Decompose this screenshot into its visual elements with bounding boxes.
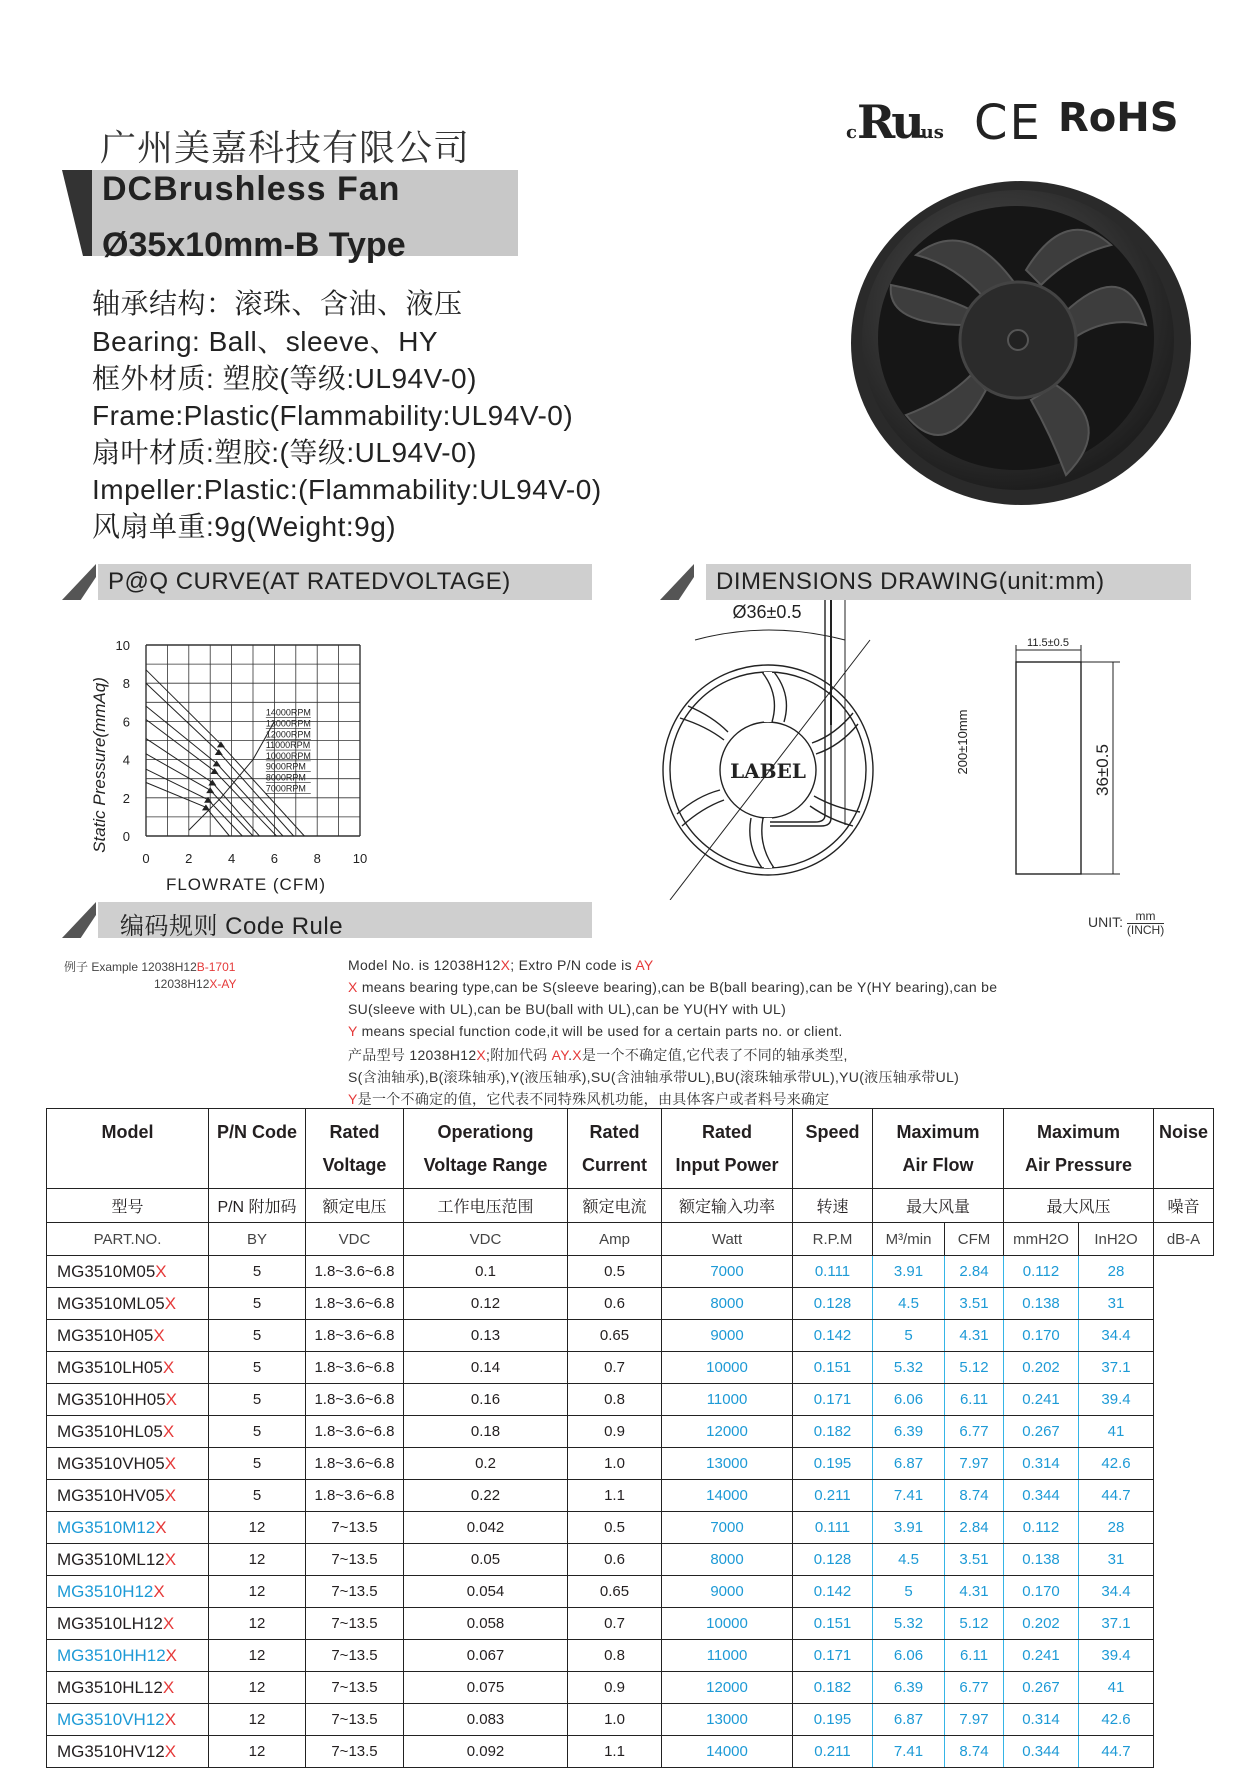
pressure-inh2o-cell: 0.314 [1004, 1448, 1079, 1480]
input-power-cell: 1.0 [568, 1448, 662, 1480]
operating-range-cell: 1.8~3.6~6.8 [306, 1256, 404, 1288]
airflow-m3min-cell: 0.142 [793, 1576, 873, 1608]
code-rule-1: Model No. is 12038H12X; Extro P/N code is AY [348, 957, 654, 973]
input-power-cell: 0.8 [568, 1640, 662, 1672]
y-tick-label: 0 [122, 829, 130, 844]
airflow-cfm-cell: 7.41 [873, 1480, 945, 1512]
pressure-mmh2o-cell: 3.51 [945, 1288, 1004, 1320]
cn-operating-range: 工作电压范围 [404, 1189, 568, 1223]
code-example-2: 12038H12X-AY [154, 977, 237, 991]
lead-length-dim: 200±10mm [955, 709, 970, 775]
header-rated-power: Rated Input Power [662, 1109, 793, 1189]
pressure-mmh2o-cell: 8.74 [945, 1736, 1004, 1768]
rated-current-cell: 0.067 [404, 1640, 568, 1672]
y-ticks [116, 638, 130, 844]
x-tick-label: 2 [185, 851, 193, 866]
noise-dba-cell: 28 [1079, 1512, 1154, 1544]
input-power-cell: 0.65 [568, 1320, 662, 1352]
pressure-mmh2o-cell: 6.11 [945, 1384, 1004, 1416]
noise-dba-cell: 28 [1079, 1256, 1154, 1288]
rated-voltage-cell: 5 [209, 1384, 306, 1416]
pressure-mmh2o-cell: 5.12 [945, 1352, 1004, 1384]
code-example-1: 例子 Example 12038H12B-1701 [64, 960, 236, 974]
rated-current-cell: 0.054 [404, 1576, 568, 1608]
header-operating-range: Operationg Voltage Range [404, 1109, 568, 1189]
airflow-cfm-cell: 6.06 [873, 1640, 945, 1672]
header-rated-voltage: Rated Voltage [306, 1109, 404, 1189]
pressure-mmh2o-cell: 6.77 [945, 1672, 1004, 1704]
airflow-m3min-cell: 0.128 [793, 1288, 873, 1320]
series-label: 14000RPM [265, 707, 311, 718]
unit-watt: Watt [662, 1223, 793, 1256]
cn-rated-voltage: 额定电压 [306, 1189, 404, 1223]
rohs-mark: RoHS [1058, 95, 1179, 141]
speed-rpm-cell: 11000 [662, 1384, 793, 1416]
table-row [47, 1256, 1214, 1288]
model-cell: MG3510VH12X [47, 1704, 209, 1736]
unit-amp: Amp [568, 1223, 662, 1256]
rated-current-cell: 0.1 [404, 1256, 568, 1288]
input-power-cell: 0.7 [568, 1608, 662, 1640]
table-row [47, 1512, 1214, 1544]
table-row [47, 1736, 1214, 1768]
rated-current-cell: 0.13 [404, 1320, 568, 1352]
code-rule-2: X means bearing type,can be S(sleeve bearing),can be B(ball bearing),can be Y(HY bearing),can be [348, 979, 998, 995]
rated-voltage-cell: 5 [209, 1288, 306, 1320]
table-row [47, 1672, 1214, 1704]
series-line [146, 719, 277, 836]
noise-dba-cell: 31 [1079, 1544, 1154, 1576]
operating-range-cell: 1.8~3.6~6.8 [306, 1448, 404, 1480]
code-section-wedge [62, 902, 96, 938]
certification-marks [846, 95, 1179, 155]
table-row [47, 1480, 1214, 1512]
thickness-dim: 11.5±0.5 [1027, 637, 1069, 649]
rated-voltage-cell: 12 [209, 1544, 306, 1576]
operating-range-cell: 7~13.5 [306, 1736, 404, 1768]
y-tick-label: 8 [122, 676, 130, 692]
series-label: 13000RPM [265, 718, 311, 729]
cn-rated-power: 额定输入功率 [662, 1189, 793, 1223]
unit-vdc-range: VDC [404, 1223, 568, 1256]
noise-dba-cell: 44.7 [1079, 1480, 1154, 1512]
speed-rpm-cell: 11000 [662, 1640, 793, 1672]
input-power-cell: 0.6 [568, 1544, 662, 1576]
model-cell: MG3510LH12X [47, 1608, 209, 1640]
noise-dba-cell: 44.7 [1079, 1736, 1154, 1768]
rated-voltage-cell: 5 [209, 1256, 306, 1288]
airflow-cfm-cell: 6.39 [873, 1416, 945, 1448]
unit-rpm: R.P.M [793, 1223, 873, 1256]
table-row [47, 1448, 1214, 1480]
code-rule-4: Y means special function code,it will be used for a certain parts no. or client. [348, 1023, 843, 1039]
input-power-cell: 0.5 [568, 1512, 662, 1544]
operating-point-marker [202, 804, 210, 810]
table-row [47, 1704, 1214, 1736]
rated-voltage-cell: 12 [209, 1512, 306, 1544]
noise-dba-cell: 42.6 [1079, 1448, 1154, 1480]
input-power-cell: 0.6 [568, 1288, 662, 1320]
dimensions-drawing [650, 600, 1210, 900]
input-power-cell: 0.65 [568, 1576, 662, 1608]
dims-section-title: DIMENSIONS DRAWING(unit:mm) [716, 568, 1105, 595]
pressure-inh2o-cell: 0.241 [1004, 1640, 1079, 1672]
speed-rpm-cell: 14000 [662, 1480, 793, 1512]
airflow-m3min-cell: 0.151 [793, 1352, 873, 1384]
rated-current-cell: 0.058 [404, 1608, 568, 1640]
airflow-m3min-cell: 0.142 [793, 1320, 873, 1352]
input-power-cell: 1.1 [568, 1736, 662, 1768]
airflow-m3min-cell: 0.182 [793, 1416, 873, 1448]
table-row [47, 1544, 1214, 1576]
header-noise: Noise [1154, 1109, 1214, 1189]
code-rule-5: 产品型号 12038H12X;附加代码 AY.X是一个不确定值,它代表了不同的轴承类型, [348, 1047, 848, 1063]
input-power-cell: 1.1 [568, 1480, 662, 1512]
series-label: 12000RPM [265, 729, 311, 740]
pressure-inh2o-cell: 0.202 [1004, 1352, 1079, 1384]
company-name: 广州美嘉科技有限公司 [100, 128, 471, 169]
operating-range-cell: 1.8~3.6~6.8 [306, 1352, 404, 1384]
unit-inh2o: InH2O [1079, 1223, 1154, 1256]
table-row [47, 1640, 1214, 1672]
speed-rpm-cell: 8000 [662, 1544, 793, 1576]
speed-rpm-cell: 7000 [662, 1512, 793, 1544]
speed-rpm-cell: 9000 [662, 1576, 793, 1608]
header-pn: P/N Code [209, 1109, 306, 1189]
rated-voltage-cell: 5 [209, 1480, 306, 1512]
series-line [146, 739, 259, 836]
rated-current-cell: 0.2 [404, 1448, 568, 1480]
airflow-m3min-cell: 0.211 [793, 1480, 873, 1512]
cn-pressure: 最大风压 [1004, 1189, 1154, 1223]
spec-weight: 风扇单重:9g(Weight:9g) [92, 511, 397, 542]
speed-rpm-cell: 13000 [662, 1448, 793, 1480]
pressure-mmh2o-cell: 7.97 [945, 1448, 1004, 1480]
code-rule-7: Y是一个不确定的值，它代表不同特殊风机功能，由具体客户或者料号来确定 [348, 1091, 830, 1107]
pressure-inh2o-cell: 0.112 [1004, 1256, 1079, 1288]
rated-current-cell: 0.05 [404, 1544, 568, 1576]
cn-airflow: 最大风量 [873, 1189, 1004, 1223]
pq-curve-chart [80, 600, 440, 900]
table-cn-header-row [47, 1189, 1214, 1223]
airflow-cfm-cell: 6.39 [873, 1672, 945, 1704]
series-label: 10000RPM [265, 750, 311, 761]
dims-section-wedge [660, 564, 694, 600]
airflow-m3min-cell: 0.211 [793, 1736, 873, 1768]
pressure-inh2o-cell: 0.241 [1004, 1384, 1079, 1416]
table-row [47, 1416, 1214, 1448]
airflow-cfm-cell: 5.32 [873, 1608, 945, 1640]
x-tick-label: 10 [352, 851, 368, 866]
y-tick-label: 4 [122, 752, 130, 768]
pressure-inh2o-cell: 0.202 [1004, 1608, 1079, 1640]
input-power-cell: 0.7 [568, 1352, 662, 1384]
header-airflow: Maximum Air Flow [873, 1109, 1004, 1189]
noise-dba-cell: 39.4 [1079, 1384, 1154, 1416]
model-cell: MG3510ML12X [47, 1544, 209, 1576]
unit-cfm: CFM [945, 1223, 1004, 1256]
pressure-inh2o-cell: 0.314 [1004, 1704, 1079, 1736]
unit-mmh2o: mmH2O [1004, 1223, 1079, 1256]
code-rule-6: S(含油轴承),B(滚珠轴承),Y(液压轴承),SU(含油轴承带UL),BU(滚珠轴承带UL),YU(液压轴承带UL) [348, 1069, 960, 1085]
table-row [47, 1352, 1214, 1384]
model-cell: MG3510M12X [47, 1512, 209, 1544]
model-cell: MG3510LH05X [47, 1352, 209, 1384]
airflow-m3min-cell: 0.171 [793, 1384, 873, 1416]
airflow-m3min-cell: 0.171 [793, 1640, 873, 1672]
table-header-row [47, 1109, 1214, 1189]
pressure-inh2o-cell: 0.112 [1004, 1512, 1079, 1544]
noise-dba-cell: 42.6 [1079, 1704, 1154, 1736]
pressure-mmh2o-cell: 8.74 [945, 1480, 1004, 1512]
x-axis-label: FLOWRATE (CFM) [165, 875, 327, 894]
operating-range-cell: 1.8~3.6~6.8 [306, 1288, 404, 1320]
spec-impeller-en: Impeller:Plastic:(Flammability:UL94V-0) [92, 474, 602, 505]
pressure-inh2o-cell: 0.267 [1004, 1672, 1079, 1704]
operating-range-cell: 7~13.5 [306, 1608, 404, 1640]
model-cell: MG3510ML05X [47, 1288, 209, 1320]
product-title: DCBrushless Fan [102, 170, 401, 208]
rated-voltage-cell: 12 [209, 1576, 306, 1608]
title-wedge [62, 170, 92, 256]
pressure-inh2o-cell: 0.170 [1004, 1320, 1079, 1352]
pressure-mmh2o-cell: 5.12 [945, 1608, 1004, 1640]
noise-dba-cell: 37.1 [1079, 1352, 1154, 1384]
x-tick-label: 0 [142, 851, 150, 866]
speed-rpm-cell: 12000 [662, 1672, 793, 1704]
noise-dba-cell: 41 [1079, 1416, 1154, 1448]
rated-current-cell: 0.18 [404, 1416, 568, 1448]
table-unit-row [47, 1223, 1214, 1256]
table-row [47, 1384, 1214, 1416]
spec-frame-cn: 框外材质: 塑胶(等级:UL94V-0) [92, 363, 477, 394]
spec-table [46, 1108, 1214, 1768]
airflow-cfm-cell: 5 [873, 1320, 945, 1352]
operating-range-cell: 7~13.5 [306, 1576, 404, 1608]
operating-range-cell: 7~13.5 [306, 1704, 404, 1736]
model-cell: MG3510HH05X [47, 1384, 209, 1416]
input-power-cell: 0.9 [568, 1416, 662, 1448]
spec-bearing-en: Bearing: Ball、sleeve、HY [92, 326, 439, 357]
unit-legend: UNIT: mm (INCH) [1088, 909, 1165, 937]
rated-voltage-cell: 5 [209, 1352, 306, 1384]
cn-speed: 转速 [793, 1189, 873, 1223]
pressure-mmh2o-cell: 4.31 [945, 1576, 1004, 1608]
operating-range-cell: 7~13.5 [306, 1640, 404, 1672]
spec-bearing-cn: 轴承结构：滚珠、含油、液压 [92, 288, 463, 319]
input-power-cell: 0.9 [568, 1672, 662, 1704]
code-rule-3: SU(sleeve with UL),can be BU(ball with UL),can be YU(HY with UL) [348, 1001, 787, 1017]
rated-current-cell: 0.14 [404, 1352, 568, 1384]
unit-m3min: M³/min [873, 1223, 945, 1256]
airflow-cfm-cell: 6.06 [873, 1384, 945, 1416]
speed-rpm-cell: 7000 [662, 1256, 793, 1288]
airflow-m3min-cell: 0.195 [793, 1704, 873, 1736]
series-label: 11000RPM [265, 740, 311, 751]
noise-dba-cell: 34.4 [1079, 1576, 1154, 1608]
operating-range-cell: 1.8~3.6~6.8 [306, 1416, 404, 1448]
airflow-cfm-cell: 4.5 [873, 1544, 945, 1576]
pq-section-wedge [62, 564, 96, 600]
table-row [47, 1608, 1214, 1640]
rated-voltage-cell: 12 [209, 1704, 306, 1736]
airflow-cfm-cell: 5.32 [873, 1352, 945, 1384]
speed-rpm-cell: 10000 [662, 1352, 793, 1384]
pressure-inh2o-cell: 0.267 [1004, 1416, 1079, 1448]
operating-range-cell: 7~13.5 [306, 1672, 404, 1704]
y-tick-label: 10 [115, 638, 130, 653]
model-cell: MG3510H05X [47, 1320, 209, 1352]
pressure-inh2o-cell: 0.138 [1004, 1544, 1079, 1576]
chart-grid [146, 645, 360, 836]
airflow-m3min-cell: 0.195 [793, 1448, 873, 1480]
rated-voltage-cell: 12 [209, 1608, 306, 1640]
airflow-cfm-cell: 3.91 [873, 1512, 945, 1544]
label-text: LABEL [730, 759, 806, 783]
y-tick-label: 2 [122, 790, 130, 806]
header-speed: Speed [793, 1109, 873, 1189]
cn-noise: 噪音 [1154, 1189, 1214, 1223]
airflow-m3min-cell: 0.182 [793, 1672, 873, 1704]
unit-vdc: VDC [306, 1223, 404, 1256]
height-dim: 36±0.5 [1093, 744, 1112, 796]
chart-series [146, 670, 311, 836]
input-power-cell: 0.5 [568, 1256, 662, 1288]
pressure-mmh2o-cell: 3.51 [945, 1544, 1004, 1576]
rated-voltage-cell: 5 [209, 1320, 306, 1352]
operating-range-cell: 1.8~3.6~6.8 [306, 1384, 404, 1416]
operating-range-cell: 7~13.5 [306, 1544, 404, 1576]
product-subtitle: Ø35x10mm-B Type [102, 226, 406, 264]
noise-dba-cell: 41 [1079, 1672, 1154, 1704]
model-cell: MG3510HV05X [47, 1480, 209, 1512]
input-power-cell: 0.8 [568, 1384, 662, 1416]
series-label: 7000RPM [265, 783, 306, 794]
pq-section-title: P@Q CURVE(AT RATEDVOLTAGE) [108, 568, 511, 595]
pressure-mmh2o-cell: 2.84 [945, 1256, 1004, 1288]
model-cell: MG3510M05X [47, 1256, 209, 1288]
rated-voltage-cell: 12 [209, 1640, 306, 1672]
airflow-cfm-cell: 4.5 [873, 1288, 945, 1320]
noise-dba-cell: 39.4 [1079, 1640, 1154, 1672]
model-cell: MG3510HV12X [47, 1736, 209, 1768]
table-row [47, 1576, 1214, 1608]
pressure-mmh2o-cell: 6.11 [945, 1640, 1004, 1672]
x-tick-label: 8 [313, 851, 321, 866]
rated-voltage-cell: 5 [209, 1416, 306, 1448]
unit-part-no: PART.NO. [47, 1223, 209, 1256]
airflow-cfm-cell: 3.91 [873, 1256, 945, 1288]
rated-current-cell: 0.12 [404, 1288, 568, 1320]
cn-rated-current: 额定电流 [568, 1189, 662, 1223]
airflow-cfm-cell: 6.87 [873, 1704, 945, 1736]
header-model: Model [47, 1109, 209, 1189]
unit-dba: dB-A [1154, 1223, 1214, 1256]
rated-current-cell: 0.22 [404, 1480, 568, 1512]
model-cell: MG3510HL12X [47, 1672, 209, 1704]
airflow-cfm-cell: 7.41 [873, 1736, 945, 1768]
header-rated-current: Rated Current [568, 1109, 662, 1189]
model-cell: MG3510H12X [47, 1576, 209, 1608]
cn-model: 型号 [47, 1189, 209, 1223]
noise-dba-cell: 31 [1079, 1288, 1154, 1320]
fan-photo [846, 175, 1196, 545]
airflow-m3min-cell: 0.111 [793, 1512, 873, 1544]
ul-mark-icon: cRuus [846, 95, 944, 149]
rated-voltage-cell: 5 [209, 1448, 306, 1480]
airflow-m3min-cell: 0.151 [793, 1608, 873, 1640]
rated-current-cell: 0.042 [404, 1512, 568, 1544]
airflow-cfm-cell: 6.87 [873, 1448, 945, 1480]
speed-rpm-cell: 13000 [662, 1704, 793, 1736]
ce-mark-icon: CE [974, 95, 1042, 151]
rated-current-cell: 0.083 [404, 1704, 568, 1736]
table-row [47, 1288, 1214, 1320]
pressure-inh2o-cell: 0.344 [1004, 1480, 1079, 1512]
x-tick-label: 4 [227, 851, 236, 866]
operating-range-cell: 7~13.5 [306, 1512, 404, 1544]
pn-code-cell: BY [209, 1223, 306, 1256]
rated-current-cell: 0.16 [404, 1384, 568, 1416]
model-cell: MG3510HH12X [47, 1640, 209, 1672]
pressure-inh2o-cell: 0.344 [1004, 1736, 1079, 1768]
operating-range-cell: 1.8~3.6~6.8 [306, 1480, 404, 1512]
x-ticks [142, 851, 367, 866]
airflow-m3min-cell: 0.128 [793, 1544, 873, 1576]
speed-rpm-cell: 12000 [662, 1416, 793, 1448]
speed-rpm-cell: 8000 [662, 1288, 793, 1320]
speed-rpm-cell: 9000 [662, 1320, 793, 1352]
y-axis-label: Static Pressure(mmAq) [90, 677, 109, 853]
x-tick-label: 6 [270, 851, 279, 866]
table-row [47, 1320, 1214, 1352]
code-section-title: 编码规则 Code Rule [120, 913, 344, 940]
rated-current-cell: 0.092 [404, 1736, 568, 1768]
airflow-m3min-cell: 0.111 [793, 1256, 873, 1288]
noise-dba-cell: 37.1 [1079, 1608, 1154, 1640]
speed-rpm-cell: 10000 [662, 1608, 793, 1640]
pressure-mmh2o-cell: 4.31 [945, 1320, 1004, 1352]
diameter-dim: Ø36±0.5 [732, 602, 802, 622]
rated-current-cell: 0.075 [404, 1672, 568, 1704]
input-power-cell: 1.0 [568, 1704, 662, 1736]
airflow-cfm-cell: 5 [873, 1576, 945, 1608]
pressure-inh2o-cell: 0.138 [1004, 1288, 1079, 1320]
pressure-mmh2o-cell: 7.97 [945, 1704, 1004, 1736]
pressure-inh2o-cell: 0.170 [1004, 1576, 1079, 1608]
rated-voltage-cell: 12 [209, 1736, 306, 1768]
speed-rpm-cell: 14000 [662, 1736, 793, 1768]
y-tick-label: 6 [122, 714, 130, 730]
cn-pn: P/N 附加码 [209, 1189, 306, 1223]
pressure-mmh2o-cell: 6.77 [945, 1416, 1004, 1448]
pressure-mmh2o-cell: 2.84 [945, 1512, 1004, 1544]
model-cell: MG3510VH05X [47, 1448, 209, 1480]
noise-dba-cell: 34.4 [1079, 1320, 1154, 1352]
spec-impeller-cn: 扇叶材质:塑胶:(等级:UL94V-0) [92, 437, 477, 468]
series-label: 8000RPM [265, 772, 306, 783]
model-cell: MG3510HL05X [47, 1416, 209, 1448]
spec-frame-en: Frame:Plastic(Flammability:UL94V-0) [92, 400, 574, 431]
rated-voltage-cell: 12 [209, 1672, 306, 1704]
header-pressure: Maximum Air Pressure [1004, 1109, 1154, 1189]
operating-range-cell: 1.8~3.6~6.8 [306, 1320, 404, 1352]
series-label: 9000RPM [265, 761, 306, 772]
